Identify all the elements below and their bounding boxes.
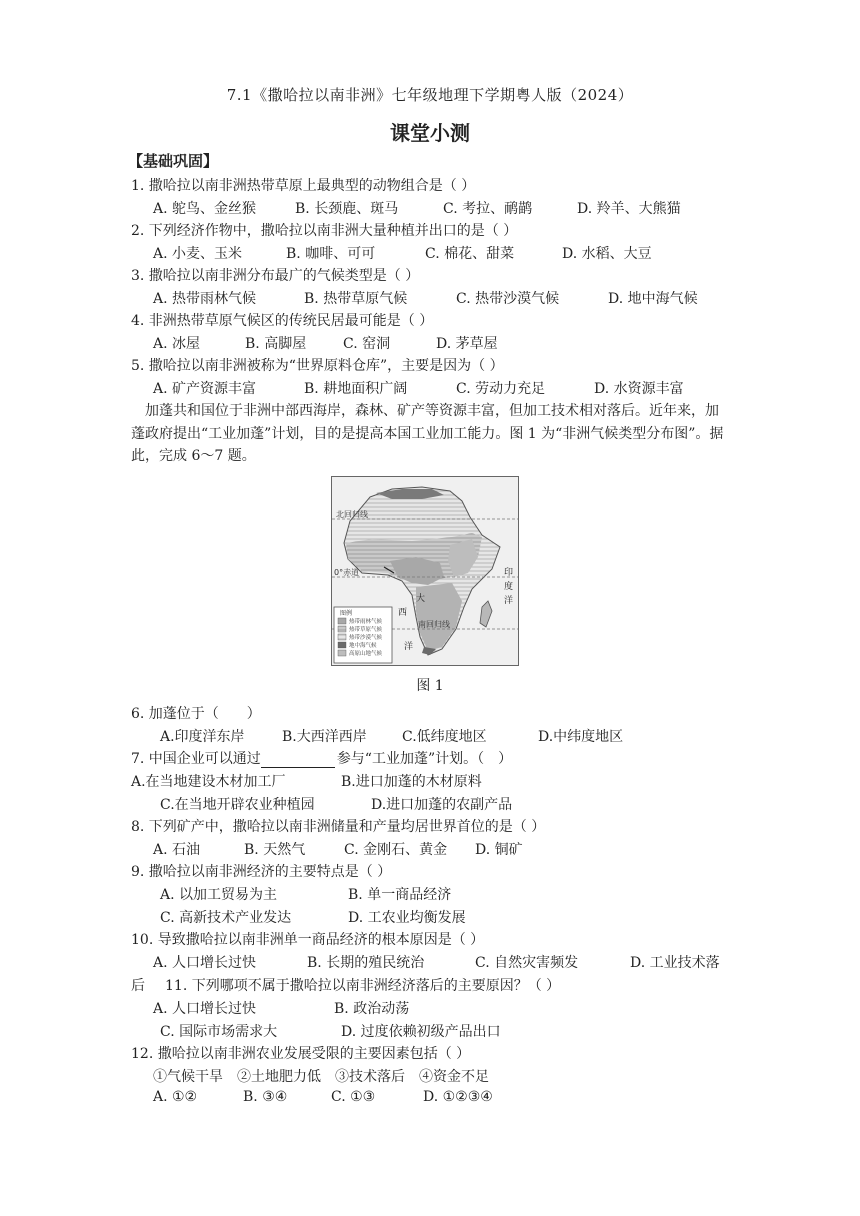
tropic-north-label: 北回归线 bbox=[336, 510, 368, 519]
q12-option-b[interactable]: B. ③④ bbox=[243, 1089, 288, 1105]
q7-option-c[interactable]: C.在当地开辟农业种植园 bbox=[160, 797, 315, 813]
q2-options bbox=[153, 243, 652, 263]
q12-stem: 12. 撒哈拉以南非洲农业发展受限的主要因素包括（ ） bbox=[131, 1046, 471, 1062]
q10-option-a[interactable]: A. 人口增长过快 bbox=[153, 955, 257, 971]
q4-option-b[interactable]: B. 高脚屋 bbox=[245, 336, 307, 352]
q1-option-a[interactable]: A. 鸵鸟、金丝猴 bbox=[153, 201, 257, 217]
q3-option-a[interactable]: A. 热带雨林气候 bbox=[153, 291, 257, 307]
q10-options bbox=[153, 952, 720, 972]
q1-options bbox=[153, 198, 681, 218]
q12-option-a[interactable]: A. ①② bbox=[153, 1089, 198, 1105]
q12-option-c[interactable]: C. ①③ bbox=[331, 1089, 376, 1105]
q2-option-b[interactable]: B. 咖啡、可可 bbox=[286, 246, 376, 262]
q12-options bbox=[153, 1089, 493, 1105]
q5-option-b[interactable]: B. 耕地面积广阔 bbox=[304, 381, 408, 397]
map-legend bbox=[334, 607, 392, 663]
q1-stem: 1. 撒哈拉以南非洲热带草原上最典型的动物组合是（ ） bbox=[131, 178, 476, 194]
q8-stem: 8. 下列矿产中，撒哈拉以南非洲储量和产量均居世界首位的是（ ） bbox=[131, 819, 546, 835]
indian-char-3: 洋 bbox=[504, 596, 514, 606]
legend-item-savanna: 热带草原气候 bbox=[349, 627, 383, 633]
q3-option-b[interactable]: B. 热带草原气候 bbox=[304, 291, 408, 307]
q5-stem: 5. 撒哈拉以南非洲被称为“世界原料仓库”，主要是因为（ ） bbox=[131, 358, 504, 374]
q7-option-d[interactable]: D.进口加蓬的农副产品 bbox=[371, 797, 513, 813]
q2-option-c[interactable]: C. 棉花、甜菜 bbox=[425, 246, 515, 262]
q6-options bbox=[160, 726, 623, 746]
reading-passage: 加蓬共和国位于非洲中部西海岸，森林、矿产等资源丰富，但加工技术相对落后。近年来，加蓬政府提出“工业加蓬”计划，目的是提高本国工业加工能力。图 1 为“非洲气候类型分布图”。据此，完成 6～7 题。 bbox=[131, 403, 724, 464]
indian-char-1: 印 bbox=[504, 568, 514, 578]
q11-options-row2 bbox=[160, 1021, 501, 1041]
q9-stem: 9. 撒哈拉以南非洲经济的主要特点是（ ） bbox=[131, 864, 392, 880]
q10-option-d[interactable]: D. 工业技术落 bbox=[630, 955, 720, 971]
q1-option-c[interactable]: C. 考拉、鸸鹋 bbox=[443, 201, 533, 217]
q2-option-a[interactable]: A. 小麦、玉米 bbox=[153, 246, 243, 262]
q6-option-d[interactable]: D.中纬度地区 bbox=[538, 729, 624, 745]
legend-item-highland: 高原山地气候 bbox=[349, 651, 383, 657]
africa-climate-map bbox=[331, 476, 519, 666]
q5-option-c[interactable]: C. 劳动力充足 bbox=[456, 381, 546, 397]
q4-stem: 4. 非洲热带草原气候区的传统民居最可能是（ ） bbox=[131, 313, 434, 329]
q1-option-b[interactable]: B. 长颈鹿、斑马 bbox=[295, 201, 399, 217]
q8-option-a[interactable]: A. 石油 bbox=[153, 842, 201, 858]
q3-stem: 3. 撒哈拉以南非洲分布最广的气候类型是（ ） bbox=[131, 268, 420, 284]
doc-title: 7.1《撒哈拉以南非洲》七年级地理下学期粤人版（2024） bbox=[226, 86, 634, 104]
q11-stem: 11. 下列哪项不属于撒哈拉以南非洲经济落后的主要原因？（ ） bbox=[165, 978, 561, 994]
legend-title: 图例 bbox=[340, 610, 353, 617]
legend-item-desert: 热带沙漠气候 bbox=[349, 635, 383, 641]
q3-options bbox=[153, 288, 698, 308]
q7-stem bbox=[131, 748, 512, 768]
q11-option-b[interactable]: B. 政治动荡 bbox=[334, 1001, 410, 1017]
q6-stem: 6. 加蓬位于（ ） bbox=[131, 706, 261, 722]
q4-options bbox=[153, 333, 498, 353]
q5-option-a[interactable]: A. 矿产资源丰富 bbox=[153, 381, 257, 397]
q11-option-c[interactable]: C. 国际市场需求大 bbox=[160, 1024, 278, 1040]
q11-options-row1 bbox=[153, 998, 409, 1018]
q5-option-d[interactable]: D. 水资源丰富 bbox=[594, 381, 684, 397]
atlantic-char-1: 大 bbox=[416, 594, 426, 604]
figure-caption: 图 1 bbox=[416, 678, 444, 694]
q6-option-b[interactable]: B.大西洋西岸 bbox=[282, 729, 367, 745]
q10-option-d-wrap: 后 bbox=[131, 978, 145, 994]
q9-option-a[interactable]: A. 以加工贸易为主 bbox=[160, 887, 278, 903]
q2-stem: 2. 下列经济作物中，撒哈拉以南非洲大量种植并出口的是（ ） bbox=[131, 223, 518, 239]
q10-option-c[interactable]: C. 自然灾害频发 bbox=[475, 955, 579, 971]
q11-option-a[interactable]: A. 人口增长过快 bbox=[153, 1001, 257, 1017]
q7-stem-post: 参与“工业加蓬”计划。（ ） bbox=[336, 751, 513, 767]
q10-option-b[interactable]: B. 长期的殖民统治 bbox=[307, 955, 425, 971]
q7-option-b[interactable]: B.进口加蓬的木材原料 bbox=[341, 774, 482, 790]
equator-label: 0°赤道 bbox=[334, 568, 360, 577]
q7-option-a[interactable]: A.在当地建设木材加工厂 bbox=[131, 774, 286, 790]
q9-options-row1 bbox=[160, 884, 451, 904]
section-heading: 【基础巩固】 bbox=[128, 152, 219, 170]
q4-option-d[interactable]: D. 茅草屋 bbox=[436, 336, 498, 352]
q8-option-b[interactable]: B. 天然气 bbox=[244, 842, 306, 858]
q11-option-d[interactable]: D. 过度依赖初级产品出口 bbox=[341, 1024, 501, 1040]
q4-option-c[interactable]: C. 窑洞 bbox=[343, 336, 391, 352]
q9-option-c[interactable]: C. 高新技术产业发达 bbox=[160, 910, 292, 926]
q7-options-row1 bbox=[131, 771, 482, 791]
africa-map-graphic bbox=[332, 477, 518, 665]
q7-answer-blank[interactable] bbox=[261, 753, 335, 768]
q8-option-d[interactable]: D. 铜矿 bbox=[475, 842, 523, 858]
q9-option-b[interactable]: B. 单一商品经济 bbox=[348, 887, 452, 903]
legend-item-rainforest: 热带雨林气候 bbox=[349, 619, 383, 625]
q3-option-c[interactable]: C. 热带沙漠气候 bbox=[456, 291, 560, 307]
atlantic-char-3: 洋 bbox=[404, 642, 414, 652]
q1-option-d[interactable]: D. 羚羊、大熊猫 bbox=[577, 201, 681, 217]
legend-item-mediterranean: 地中海气候 bbox=[349, 643, 377, 649]
q7-options-row2 bbox=[160, 794, 512, 814]
q11-line bbox=[131, 975, 560, 995]
q8-option-c[interactable]: C. 金刚石、黄金 bbox=[344, 842, 448, 858]
q4-option-a[interactable]: A. 冰屋 bbox=[153, 336, 201, 352]
atlantic-char-2: 西 bbox=[398, 608, 408, 618]
q8-options bbox=[153, 839, 523, 859]
q12-statements: ①气候干旱 ②土地肥力低 ③技术落后 ④资金不足 bbox=[153, 1069, 489, 1085]
q9-option-d[interactable]: D. 工农业均衡发展 bbox=[348, 910, 466, 926]
q7-stem-pre: 7. 中国企业可以通过 bbox=[131, 751, 261, 767]
q12-option-d[interactable]: D. ①②③④ bbox=[423, 1089, 493, 1105]
indian-char-2: 度 bbox=[504, 582, 514, 592]
q3-option-d[interactable]: D. 地中海气候 bbox=[608, 291, 698, 307]
q10-stem: 10. 导致撒哈拉以南非洲单一商品经济的根本原因是（ ） bbox=[131, 932, 485, 948]
q9-options-row2 bbox=[160, 907, 466, 927]
q6-option-a[interactable]: A.印度洋东岸 bbox=[160, 729, 245, 745]
q6-option-c[interactable]: C.低纬度地区 bbox=[402, 729, 487, 745]
q5-options bbox=[153, 378, 684, 398]
doc-subtitle: 课堂小测 bbox=[390, 121, 470, 145]
q2-option-d[interactable]: D. 水稻、大豆 bbox=[562, 246, 652, 262]
tropic-south-label: 南回归线 bbox=[418, 620, 450, 629]
